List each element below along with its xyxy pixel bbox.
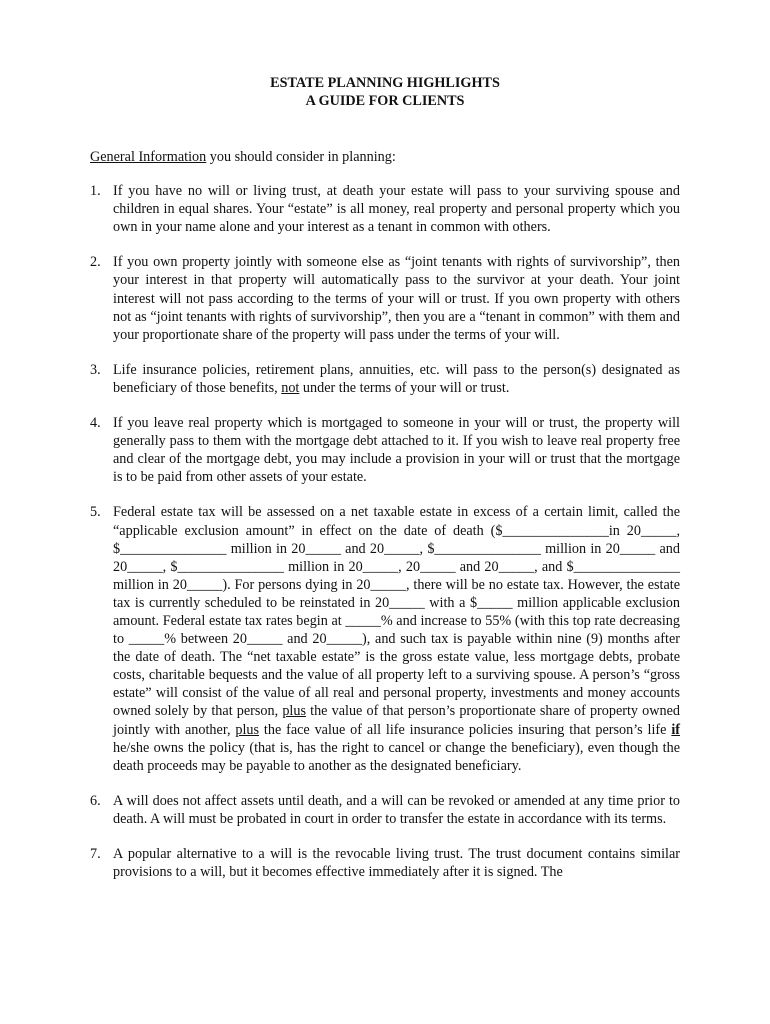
numbered-list xyxy=(90,182,680,881)
document-page xyxy=(90,74,680,881)
text-run: If you leave real property which is mortgaged to someone in your will or trust, the property will generally pass to them with the mortgage debt attached to it. If you wish to leave real property free and clear of the mortgage debt, you may include a provision in your will or trust that the mortgage is to be paid from other assets of your estate. xyxy=(113,415,680,486)
list-item-text xyxy=(113,503,680,774)
text-run: A popular alternative to a will is the revocable living trust. The trust document contains similar provisions to a will, but it becomes effective immediately after it is signed. The xyxy=(113,846,680,881)
list-item xyxy=(90,792,680,828)
text-run: Federal estate tax will be assessed on a net taxable estate in excess of a certain limit, called the “applicable exclusion amount” in effect on the date of death ($_______________in 20_____, $_______________ million in 20_____ and 20_____, $_______________ million in 20_____ and 20_____, $_______________ million in 20_____, 20_____ and 20_____, and $_______________ million in 20_____). For persons dying in 20_____, there will be no estate tax. However, the estate tax is currently scheduled to be reinstated in 20_____ with a $_____ million applicable exclusion amount. Federal estate tax rates begin at _____% and increase to 55% (with this top rate decreasing to _____% between 20_____ and 20_____), and such tax is payable within nine (9) months after the date of death. The “net taxable estate” is the gross estate value, less mortgage debts, probate costs, charitable bequests and the value of all property left to a surviving spouse. A person’s “gross estate” will consist of the value of all real and personal property, investments and money accounts owned solely by that person, xyxy=(113,504,680,720)
list-item xyxy=(90,182,680,236)
list-item-number: 5. xyxy=(90,504,101,521)
list-item-number: 3. xyxy=(90,361,101,378)
text-run: the face value of all life insurance policies insuring that person’s life xyxy=(259,721,672,738)
title-line-2: A GUIDE FOR CLIENTS xyxy=(305,93,465,109)
text-run: Life insurance policies, retirement plans, annuities, etc. will pass to the person(s) designated as beneficiary of those benefits, xyxy=(113,361,680,396)
list-item-text xyxy=(113,845,680,881)
text-run: he/she owns the policy (that is, has the right to cancel or change the beneficiary), even though the death proceeds may be payable to another as the designated beneficiary. xyxy=(113,739,680,774)
text-run: If you have no will or living trust, at death your estate will pass to your surviving spouse and children in equal shares. Your “estate” is all money, real property and personal property which you own in your name alone and your interest as a tenant in common with others. xyxy=(113,183,680,236)
emphasized-word: not xyxy=(281,379,300,396)
list-item-text xyxy=(113,182,680,236)
list-item-text xyxy=(113,361,680,397)
list-item-number: 7. xyxy=(90,846,101,862)
text-run: A will does not affect assets until death, and a will can be revoked or amended at any time prior to death. A will must be probated in court in order to transfer the estate in accordance with its terms. xyxy=(113,792,680,827)
intro-paragraph xyxy=(90,148,680,166)
list-item-number: 4. xyxy=(90,415,101,432)
list-item xyxy=(90,845,680,881)
intro-heading: General Information xyxy=(90,149,207,165)
text-run: under the terms of your will or trust. xyxy=(299,379,510,396)
list-item-number: 6. xyxy=(90,792,101,809)
emphasized-word: if xyxy=(671,721,680,738)
list-item-text xyxy=(113,792,680,828)
list-item-text xyxy=(113,414,680,486)
emphasized-word: plus xyxy=(235,721,260,738)
list-item xyxy=(90,361,680,397)
list-item-text xyxy=(113,253,680,343)
list-item xyxy=(90,414,680,486)
list-item-number: 1. xyxy=(90,183,101,200)
text-run: If you own property jointly with someone else as “joint tenants with rights of survivorship”, then your interest in that property will automatically pass to the survivor at your death. Your joint interest will not pass according to the terms of your will or trust. If you own property with others not as “joint tenants with rights of survivorship”, then you are a “tenant in common” with them and your proportionate share of the property will pass under the terms of your will. xyxy=(113,254,680,343)
document-title xyxy=(90,74,680,110)
title-line-1: ESTATE PLANNING HIGHLIGHTS xyxy=(270,75,500,91)
emphasized-word: plus xyxy=(282,703,306,720)
intro-text: you should consider in planning: xyxy=(206,149,396,165)
text-run: the value of that person’s proportionate share of property owned jointly with another, xyxy=(113,703,680,738)
list-item xyxy=(90,503,680,774)
list-item xyxy=(90,253,680,343)
list-item-number: 2. xyxy=(90,254,101,271)
